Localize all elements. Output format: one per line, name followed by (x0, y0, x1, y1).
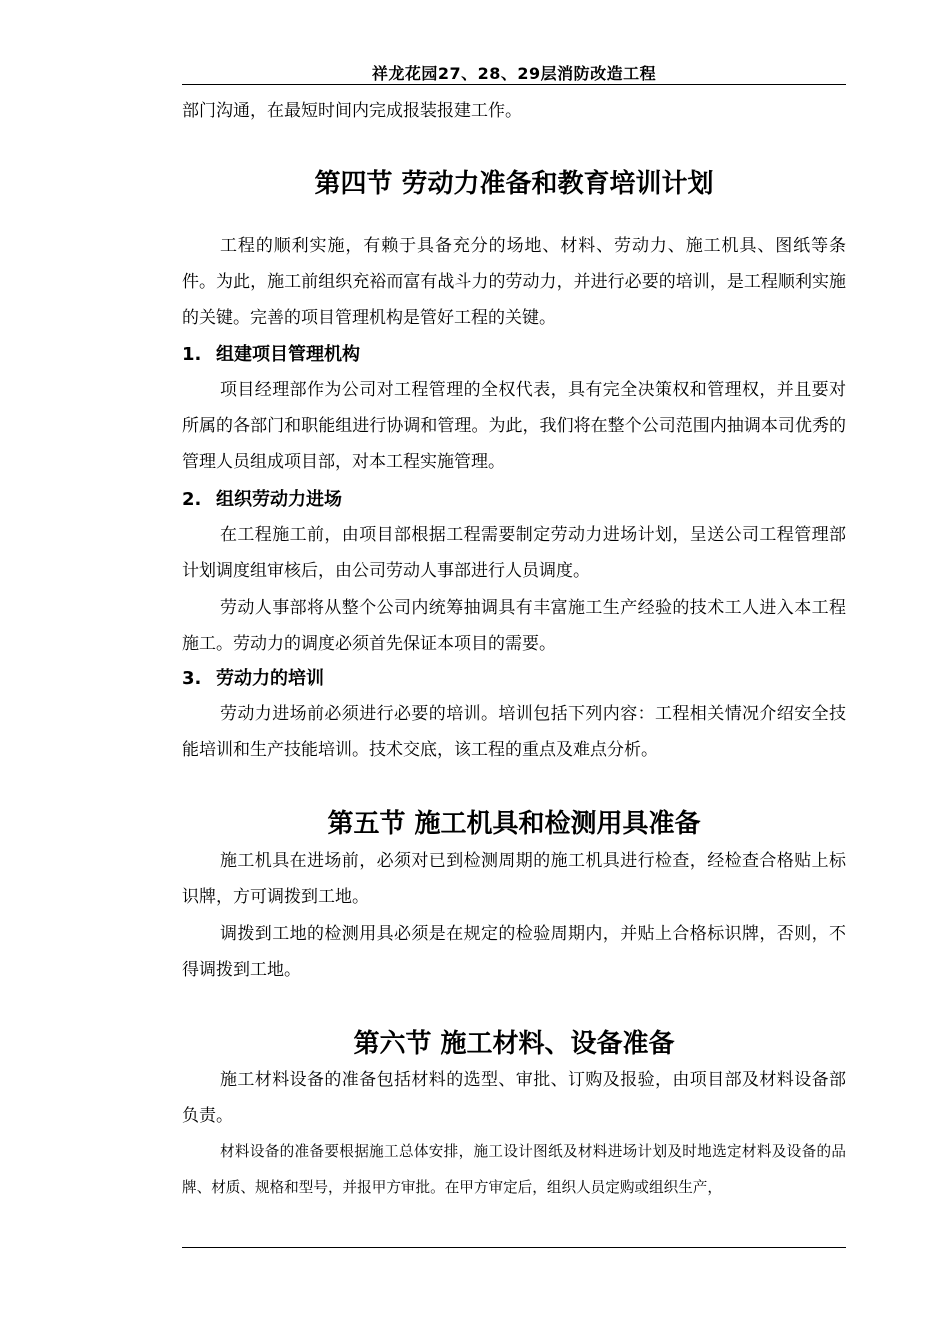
item-heading-text: 劳动力的培训 (216, 668, 324, 689)
item-number: 1. (182, 344, 202, 365)
section6-title: 第六节 施工材料、设备准备 (353, 1029, 675, 1059)
section4-item3-para: 劳动力进场前必须进行必要的培训。培训包括下列内容：工程相关情况介绍安全技能培训和生产技能培训。技术交底，该工程的重点及难点分析。 (182, 704, 846, 760)
page-header-title: 祥龙花园27、28、29层消防改造工程 (371, 64, 657, 83)
section5-title: 第五节 施工机具和检测用具准备 (327, 809, 701, 839)
section4-item2-para1: 在工程施工前，由项目部根据工程需要制定劳动力进场计划，呈送公司工程管理部计划调度组审核后，由公司劳动人事部进行人员调度。 (182, 525, 846, 581)
section4-item2-heading (182, 486, 846, 514)
item-heading-text: 组建项目管理机构 (216, 344, 360, 365)
item-number: 2. (182, 489, 202, 510)
item-heading-text: 组织劳动力进场 (216, 489, 342, 510)
intro-line: 部门沟通，在最短时间内完成报装报建工作。 (182, 101, 522, 121)
footer-rule (182, 1247, 846, 1248)
section4-item1-heading (182, 341, 846, 369)
section4-intro: 工程的顺利实施，有赖于具备充分的场地、材料、劳动力、施工机具、图纸等条件。为此，施工前组织充裕而富有战斗力的劳动力，并进行必要的培训，是工程顺利实施的关键。完善的项目管理机构是管好工程的关键。 (182, 236, 846, 328)
section6-para1: 施工材料设备的准备包括材料的选型、审批、订购及报验，由项目部及材料设备部负责。 (182, 1070, 846, 1126)
section5-para1: 施工机具在进场前，必须对已到检测周期的施工机具进行检查，经检查合格贴上标识牌，方可调拨到工地。 (182, 851, 846, 907)
section4-item1-para: 项目经理部作为公司对工程管理的全权代表，具有完全决策权和管理权，并且要对所属的各部门和职能组进行协调和管理。为此，我们将在整个公司范围内抽调本司优秀的管理人员组成项目部，对本工程实施管理。 (182, 380, 846, 472)
section4-title: 第四节 劳动力准备和教育培训计划 (314, 169, 714, 199)
section4-item2-para2: 劳动人事部将从整个公司内统筹抽调具有丰富施工生产经验的技术工人进入本工程施工。劳动力的调度必须首先保证本项目的需要。 (182, 598, 846, 654)
section5-para2: 调拨到工地的检测用具必须是在规定的检验周期内，并贴上合格标识牌，否则，不得调拨到工地。 (182, 924, 846, 980)
section4-item3-heading (182, 665, 846, 693)
item-number: 3. (182, 668, 202, 689)
section6-para2: 材料设备的准备要根据施工总体安排，施工设计图纸及材料进场计划及时地选定材料及设备的品牌、材质、规格和型号，并报甲方审批。在甲方审定后，组织人员定购或组织生产， (182, 1143, 846, 1196)
header-rule (182, 84, 846, 85)
